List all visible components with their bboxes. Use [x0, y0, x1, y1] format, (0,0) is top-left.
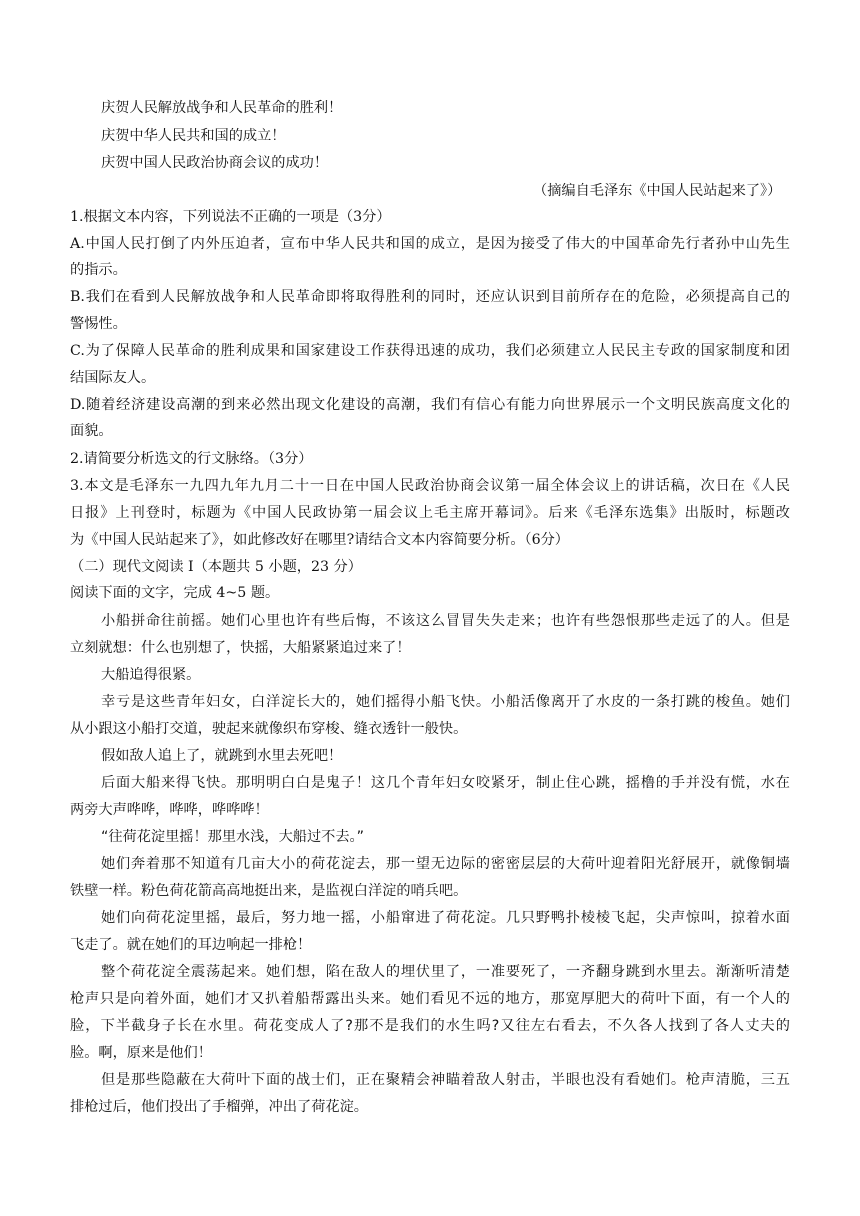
- section-heading: （二）现代文阅读 I（本题共 5 小题，23 分）: [70, 559, 362, 575]
- passage-paragraph-cont: 排枪过后，他们投出了手榴弹，冲出了荷花淀。: [70, 1099, 368, 1115]
- option-c-cont: 结国际友人。: [70, 370, 156, 386]
- option-d-cont: 面貌。: [70, 423, 113, 439]
- passage-paragraph: 但是那些隐蔽在大荷叶下面的战士们，正在聚精会神瞄着敌人射击，半眼也没有看她们。枪声清脆，三五: [101, 1072, 790, 1088]
- passage-paragraph-cont: 飞走了。就在她们的耳边响起一排枪！: [70, 937, 312, 953]
- passage-paragraph: 她们奔着那不知道有几亩大小的荷花淀去，那一望无边际的密密层层的大荷叶迎着阳光舒展开，就像铜墙: [101, 856, 790, 872]
- passage-paragraph: 整个荷花淀全震荡起来。她们想，陷在敌人的埋伏里了，一准要死了，一齐翻身跳到水里去。渐渐听清楚: [101, 964, 790, 980]
- option-a: A.中国人民打倒了内外压迫者，宣布中华人民共和国的成立，是因为接受了伟大的中国革命先行者孙中山先生: [70, 236, 790, 252]
- passage-paragraph: “往荷花淀里摇！那里水浅，大船过不去。”: [101, 829, 364, 845]
- option-d: D.随着经济建设高潮的到来必然出现文化建设的高潮，我们有信心有能力向世界展示一个文明民族高度文化的: [70, 397, 790, 413]
- passage-paragraph-cont: 铁壁一样。粉色荷花箭高高地挺出来，是监视白洋淀的哨兵吧。: [70, 883, 468, 899]
- cheer-line: 庆贺中华人民共和国的成立！: [101, 128, 286, 144]
- passage-paragraph: 小船拼命往前摇。她们心里也许有些后悔，不该这么冒冒失失走来；也许有些怨恨那些走远了的人。但是: [101, 613, 790, 629]
- cheer-line: 庆贺人民解放战争和人民革命的胜利！: [101, 100, 343, 116]
- question-3-line: 日报》上刊登时，标题为《中国人民政协第一届会议上毛主席开幕词》。后来《毛泽东选集》出版时，标题改: [70, 505, 790, 521]
- question-2-stem: 2.请简要分析选文的行文脉络。（3分）: [70, 451, 313, 467]
- question-3-line: 为《中国人民站起来了》，如此修改好在哪里?请结合文本内容简要分析。（6分）: [70, 532, 569, 548]
- passage-paragraph-cont: 脸，下半截身子长在水里。荷花变成人了?那不是我们的水生吗?又往左右看去，不久各人找到了各人丈夫的: [70, 1018, 790, 1034]
- passage-paragraph-cont: 立刻就想：什么也别想了，快摇，大船紧紧追过来了！: [70, 640, 411, 656]
- passage-paragraph: 她们向荷花淀里摇，最后，努力地一摇，小船窜进了荷花淀。几只野鸭扑棱棱飞起，尖声惊叫，掠着水面: [101, 910, 790, 926]
- source-citation: （摘编自毛泽东《中国人民站起来了》）: [533, 183, 782, 199]
- passage-paragraph-cont: 枪声只是向着外面，她们才又扒着船帮露出头来。她们看见不远的地方，那宽厚肥大的荷叶下面，有一个人的: [70, 991, 790, 1007]
- passage-paragraph: 后面大船来得飞快。那明明白白是鬼子！这几个青年妇女咬紧牙，制止住心跳，摇橹的手并没有慌，水在: [101, 775, 790, 791]
- question-1-stem: 1.根据文本内容，下列说法不正确的一项是（3分）: [70, 209, 391, 225]
- passage-paragraph: 大船追得很紧。: [101, 667, 201, 683]
- passage-paragraph-cont: 脸。啊，原来是他们！: [70, 1045, 212, 1061]
- passage-paragraph: 幸亏是这些青年妇女，白洋淀长大的，她们摇得小船飞快。小船活像离开了水皮的一条打跳的梭鱼。她们: [101, 694, 790, 710]
- option-a-cont: 的指示。: [70, 262, 127, 278]
- option-c: C.为了保障人民革命的胜利成果和国家建设工作获得迅速的成功，我们必须建立人民民主专政的国家制度和团: [70, 343, 790, 359]
- passage-paragraph: 假如敌人追上了，就跳到水里去死吧！: [101, 748, 343, 764]
- reading-instruction: 阅读下面的文字，完成 4~5 题。: [70, 585, 280, 601]
- passage-paragraph-cont: 两旁大声哗哗，哗哗，哗哗哗！: [70, 802, 269, 818]
- cheer-line: 庆贺中国人民政治协商会议的成功！: [101, 155, 329, 171]
- passage-paragraph-cont: 从小跟这小船打交道，驶起来就像织布穿梭、缝衣透针一般快。: [70, 721, 468, 737]
- question-3-line: 3.本文是毛泽东一九四九年九月二十一日在中国人民政治协商会议第一届全体会议上的讲话稿，次日在《人民: [70, 478, 790, 494]
- option-b: B.我们在看到人民解放战争和人民革命即将取得胜利的同时，还应认识到目前所存在的危险，必须提高自己的: [70, 289, 790, 305]
- option-b-cont: 警惕性。: [70, 316, 127, 332]
